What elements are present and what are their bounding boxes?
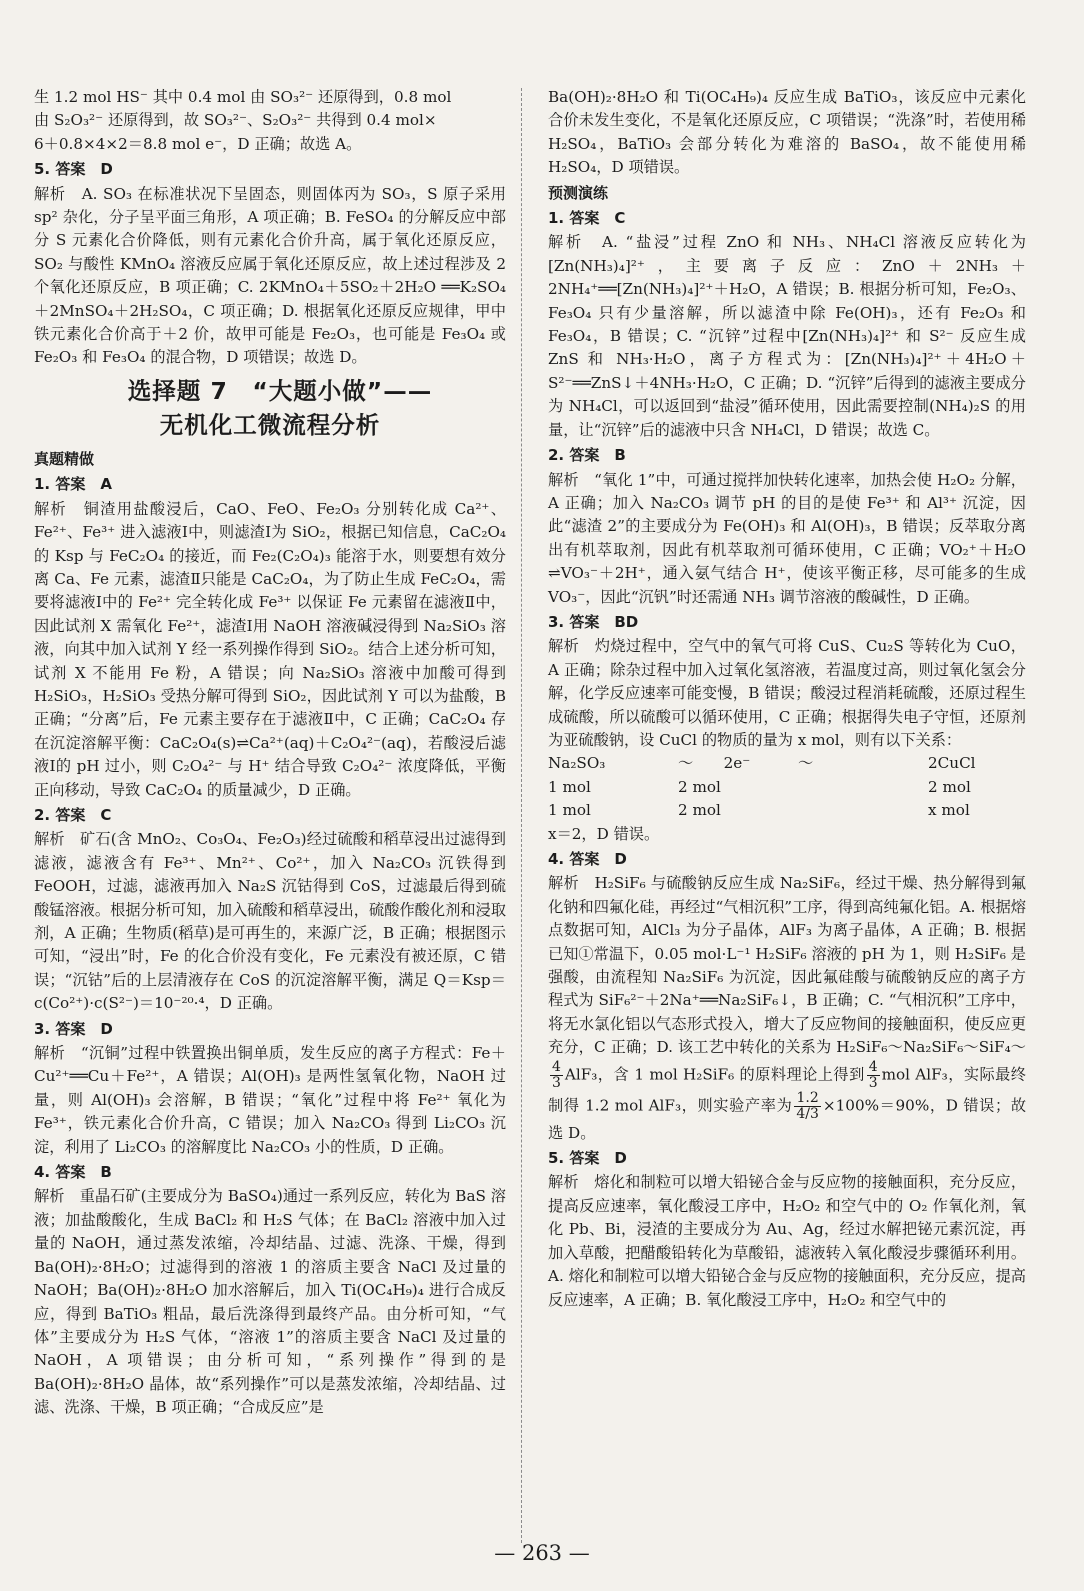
intro-line: 生 1.2 mol HS⁻ 其中 0.4 mol 由 SO₃²⁻ 还原得到，0.8 mol — [34, 88, 452, 106]
relation-cell: 1 mol — [548, 777, 591, 796]
fraction-denominator: 3 — [868, 1074, 878, 1091]
practice-explanation-3: 解析 灼烧过程中，空气中的氧气可将 CuS、Cu₂S 等转化为 CuO，A 正确；除杂过程中加入过氧化氢溶液，若温度过高，则过氧化氢会分解，化学反应速率可能变慢，B 错误；酸浸过程消耗硫酸，还原过程生成硫酸，所以硫酸可以循环使用，C 正确；根据得失电子守恒，还原剂为亚硫酸钠，设 CuCl 的物质的量为 x mol，则有以下关系： — [548, 637, 1026, 749]
relation-cell — [798, 776, 928, 799]
practice-answer-head-4: 4. 答案 D — [548, 850, 627, 868]
relation-cell: 2 mol — [678, 777, 721, 796]
relation-cell: ～ — [798, 754, 814, 773]
relation-cell: 2CuCl — [928, 754, 976, 773]
practice-explanation-2: 解析 “氧化 1”中，可通过搅拌加快转化速率，加热会使 H₂O₂ 分解，A 正确；加入 Na₂CO₃ 调节 pH 的目的是使 Fe³⁺ 和 Al³⁺ 沉淀，因此“滤渣 2”的主要成分为 Fe(OH)₃ 和 Al(OH)₃，B 错误；反萃取分离出有机萃取剂，因此有机萃取剂可循环使用，C 正确；VO₂⁺＋H₂O ⇌VO₃⁻＋2H⁺，通入氨气结合 H⁺，使该平衡正移，尽可能多的生成 VO₃⁻，因此“沉钒”时还需通 NH₃ 调节溶液的酸碱性，D 正确。 — [548, 470, 1026, 606]
fraction-numerator: 4 — [552, 1058, 561, 1075]
explanation-5: 解析 A. SO₃ 在标准状况下呈固态，则固体丙为 SO₃，S 原子采用 sp² 杂化，分子呈平面三角形，A 项正确；B. FeSO₄ 的分解反应中部分 S 元素化合价降低，则有元素化合价升高，属于氧化还原反应，SO₂ 与酸性 KMnO₄ 溶液反应属于氧化还原反应，故上述过程涉及 2 个氧化还原反应，B 项正确；C. 2KMnO₄＋5SO₂＋2H₂O ══K₂SO₄＋2MnSO₄＋2H₂SO₄，C 项正确；D. 根据氧化还原反应规律，甲中铁元素化合价高于＋2 价，故甲可能是 Fe₂O₃，也可能是 Fe₃O₄ 或 Fe₂O₃ 和 Fe₃O₄ 的混合物，D 项错误；故选 D。 — [34, 184, 506, 367]
practice-explanation-4-part2: AlF₃，含 1 mol H₂SiF₆ 的原料理论上得到 — [564, 1065, 865, 1084]
section-heading: 真题精做 — [34, 449, 95, 468]
fraction-denominator: 4/3 — [796, 1105, 819, 1122]
fraction-numerator: 1.2 — [794, 1091, 820, 1107]
relation-cell: 2 mol — [678, 801, 721, 820]
column-divider — [521, 88, 522, 1543]
section-heading: 预测演练 — [548, 183, 609, 202]
intro-line: 6＋0.8×4×2＝8.8 mol e⁻，D 正确；故选 A。 — [34, 134, 362, 153]
fraction — [867, 1060, 880, 1091]
explanation-4: 解析 重晶石矿(主要成分为 BaSO₄)通过一系列反应，转化为 BaS 溶液；加盐酸酸化，生成 BaCl₂ 和 H₂S 气体；在 BaCl₂ 溶液中加入过量的 NaOH，通过蒸发浓缩，冷却结晶、过滤、洗涤、干燥，得到 Ba(OH)₂·8H₂O；过滤得到的溶液 1 的溶质主要含 NaCl 及过量的 NaOH；Ba(OH)₂·8H₂O 加水溶解后，加入 Ti(OC₄H₉)₄ 进行合成反应，得到 BaTiO₃ 粗品，最后洗涤得到最终产品。由分析可知，“气体”主要成分为 H₂S 气体，“溶液 1”的溶质主要含 NaCl 及过量的 NaOH，A 项错误；由分析可知，“系列操作”得到的是 Ba(OH)₂·8H₂O 晶体，故“系列操作”可以是蒸发浓缩，冷却结晶、过滤、洗涤、干燥，B 项正确；“合成反应”是 — [34, 1187, 506, 1417]
intro-line: 由 S₂O₃²⁻ 还原得到，故 SO₃²⁻、S₂O₃²⁻ 共得到 0.4 mol× — [34, 111, 437, 130]
relation-cell: x mol — [928, 801, 970, 820]
continued-explanation: Ba(OH)₂·8H₂O 和 Ti(OC₄H₉)₄ 反应生成 BaTiO₃，该反应中元素化合价未发生变化，不是氧化还原反应，C 项错误；“洗涤”时，若使用稀 H₂SO₄，BaTiO₃ 会部分转化为难溶的 BaSO₄，故不能使用稀 H₂SO₄，D 项错误。 — [548, 88, 1026, 177]
practice-explanation-4-part4: ×100%＝90%，D 错误；故选 D。 — [548, 1096, 1027, 1142]
practice-explanation-1: 解析 A. “盐浸”过程 ZnO 和 NH₃、NH₄Cl 溶液反应转化为[Zn(NH₃)₄]²⁺，主要离子反应：ZnO＋2NH₃＋2NH₄⁺══[Zn(NH₃)₄]²⁺＋H₂O，A 错误；B. 根据分析可知，Fe₂O₃、Fe₃O₄ 只有少量溶解，所以滤渣中除 Fe(OH)₃，还有 Fe₂O₃ 和 Fe₃O₄，B 错误；C. “沉锌”过程中[Zn(NH₃)₄]²⁺ 和 S²⁻ 反应生成 ZnS 和 NH₃·H₂O，离子方程式为：[Zn(NH₃)₄]²⁺＋4H₂O＋S²⁻══ZnS↓＋4NH₃·H₂O，C 正确；D. “沉锌”后得到的滤液主要成分为 NH₄Cl，可以返回到“盐浸”循环使用，因此需要控制(NH₄)₂S 的用量，让“沉锌”后的滤液中只含 NH₄Cl，D 错误；故选 C。 — [548, 233, 1026, 439]
practice-answer-head-2: 2. 答案 B — [548, 446, 626, 465]
right-column — [548, 86, 1026, 1312]
fraction — [794, 1091, 820, 1122]
explanation-2: 解析 矿石(含 MnO₂、Co₃O₄、Fe₂O₃)经过硫酸和稻草浸出过滤得到滤液，滤液含有 Fe³⁺、Mn²⁺、Co²⁺，加入 Na₂CO₃ 沉铁得到 FeOOH，过滤，滤液再加入 Na₂S 沉钴得到 CoS，过滤最后得到硫酸锰溶液。根据分析可知，加入硫酸和稻草浸出，硫酸作酸化剂和浸取剂，A 正确；生物质(稻草)是可再生的，来源广泛，B 正确；根据图示可知，“浸出”时，Fe 的化合价没有变化，Fe 元素没有被还原，C 错误；“沉钴”后的上层清液存在 CoS 的沉淀溶解平衡，满足 Q＝Ksp＝c(Co²⁺)·c(S²⁻)＝10⁻²⁰·⁴，D 正确。 — [34, 830, 506, 1013]
relation-cell: Na₂SO₃ — [548, 754, 606, 773]
practice-explanation-4 — [548, 872, 1026, 1145]
answer-head-4: 4. 答案 B — [34, 1163, 112, 1182]
answer-head-5: 5. 答案 D — [34, 160, 113, 179]
practice-explanation-5: 解析 熔化和制粒可以增大铅铋合金与反应物的接触面积，充分反应，提高反应速率，氧化酸浸工序中，H₂O₂ 和空气中的 O₂ 作氧化剂，氧化 Pb、Bi，浸渣的主要成分为 Au、Ag，经过水解把铋元素沉淀，再加入草酸，把醋酸铅转化为草酸铅，滤液转入氧化酸浸步骤循环利用。A. 熔化和制粒可以增大铅铋合金与反应物的接触面积，充分反应，提高反应速率，A 正确；B. 氧化酸浸工序中，H₂O₂ 和空气中的 — [548, 1173, 1026, 1309]
explanation-1: 解析 铜渣用盐酸浸后，CaO、FeO、Fe₂O₃ 分别转化成 Ca²⁺、Fe²⁺、Fe³⁺ 进入滤液Ⅰ中，则滤渣Ⅰ为 SiO₂，根据已知信息，CaC₂O₄ 的 Ksp 与 FeC₂O₄ 的接近，而 Fe₂(C₂O₄)₃ 能溶于水，则要想有效分离 Ca、Fe 元素，滤渣Ⅱ只能是 CaC₂O₄，为了防止生成 FeC₂O₄，需要将滤液Ⅰ中的 Fe²⁺ 完全转化成 Fe³⁺ 以保证 Fe 元素留在滤液Ⅱ中，因此试剂 X 需氧化 Fe²⁺，滤渣Ⅰ用 NaOH 溶液碱浸得到 Na₂SiO₃ 溶液，向其中加入试剂 Y 经一系列操作得到 SiO₂。结合上述分析可知，试剂 X 不能用 Fe 粉，A 错误；向 Na₂SiO₃ 溶液中加酸可得到 H₂SiO₃，H₂SiO₃ 受热分解可得到 SiO₂，因此试剂 Y 可以为盐酸，B 正确；“分离”后，Fe 元素主要存在于滤液Ⅱ中，C 正确；CaC₂O₄ 存在沉淀溶解平衡：CaC₂O₄(s)⇌Ca²⁺(aq)＋C₂O₄²⁻(aq)，若酸浸后滤液Ⅰ的 pH 过小，则 C₂O₄²⁻ 与 H⁺ 结合导致 C₂O₄²⁻ 浓度降低，平衡正向移动，导致 CaC₂O₄ 的质量减少，D 正确。 — [34, 499, 506, 799]
answer-head-2: 2. 答案 C — [34, 805, 112, 824]
practice-answer-head-3: 3. 答案 BD — [548, 612, 639, 631]
relation-cell — [798, 799, 928, 822]
fraction — [550, 1060, 563, 1091]
answer-head-1: 1. 答案 A — [34, 475, 112, 494]
relation-table — [548, 752, 1026, 822]
relation-cell: 2 mol — [928, 777, 971, 796]
chapter-title-line1: 选择题 7 “大题小做”—— — [127, 376, 433, 405]
answer-head-3: 3. 答案 D — [34, 1019, 113, 1038]
left-column — [34, 86, 506, 1420]
fraction-denominator: 3 — [552, 1074, 561, 1091]
explanation-3: 解析 “沉铜”过程中铁置换出铜单质，发生反应的离子方程式：Fe＋Cu²⁺══Cu＋Fe²⁺，A 错误；Al(OH)₃ 是两性氢氧化物，NaOH 过量，则 Al(OH)₃ 会溶解，B 错误；“氧化”过程中将 Fe²⁺ 氧化为 Fe³⁺，铁元素化合价升高，C 错误；加入 Na₂CO₃ 得到 Li₂CO₃ 沉淀，利用了 Li₂CO₃ 的溶解度比 Na₂CO₃ 小的性质，D 正确。 — [34, 1044, 506, 1156]
page-number: — 263 — — [494, 1541, 590, 1565]
chapter-title-line2: 无机化工微流程分析 — [159, 410, 381, 439]
relation-cell: 1 mol — [548, 801, 591, 820]
relation-cell: ～ 2e⁻ — [678, 754, 751, 773]
practice-explanation-4-part1: 解析 H₂SiF₆ 与硫酸钠反应生成 Na₂SiF₆，经过干燥、热分解得到氟化钠和四氟化硅，再经过“气相沉积”工序，得到高纯氟化铝。A. 根据熔点数据可知，AlCl₃ 为分子晶体，AlF₃ 为离子晶体，A 正确；B. 根据已知①常温下，0.05 mol·L⁻¹ H₂SiF₆ 溶液的 pH 为 1，则 H₂SiF₆ 是强酸，由流程知 Na₂SiF₆ 为沉淀，因此氟硅酸与硫酸钠反应的离子方程式为 SiF₆²⁻＋2Na⁺══Na₂SiF₆↓，B 正确；C. “气相沉积”工序中，将无水氯化铝以气态形式投入，增大了反应物间的接触面积，使反应更充分，C 正确；D. 该工艺中转化的关系为 H₂SiF₆～Na₂SiF₆～SiF₄～ — [548, 874, 1026, 1057]
practice-answer-head-1: 1. 答案 C — [548, 209, 626, 228]
practice-answer-head-5: 5. 答案 D — [548, 1149, 627, 1168]
fraction-numerator: 4 — [868, 1058, 878, 1075]
chapter-title — [34, 374, 506, 442]
practice-explanation-4-part3: mol AlF₃，实际最终制得 1.2 mol AlF₃，则实验产率为 — [548, 1065, 1026, 1115]
practice-explanation-3-tail: x＝2，D 错误。 — [548, 824, 660, 843]
